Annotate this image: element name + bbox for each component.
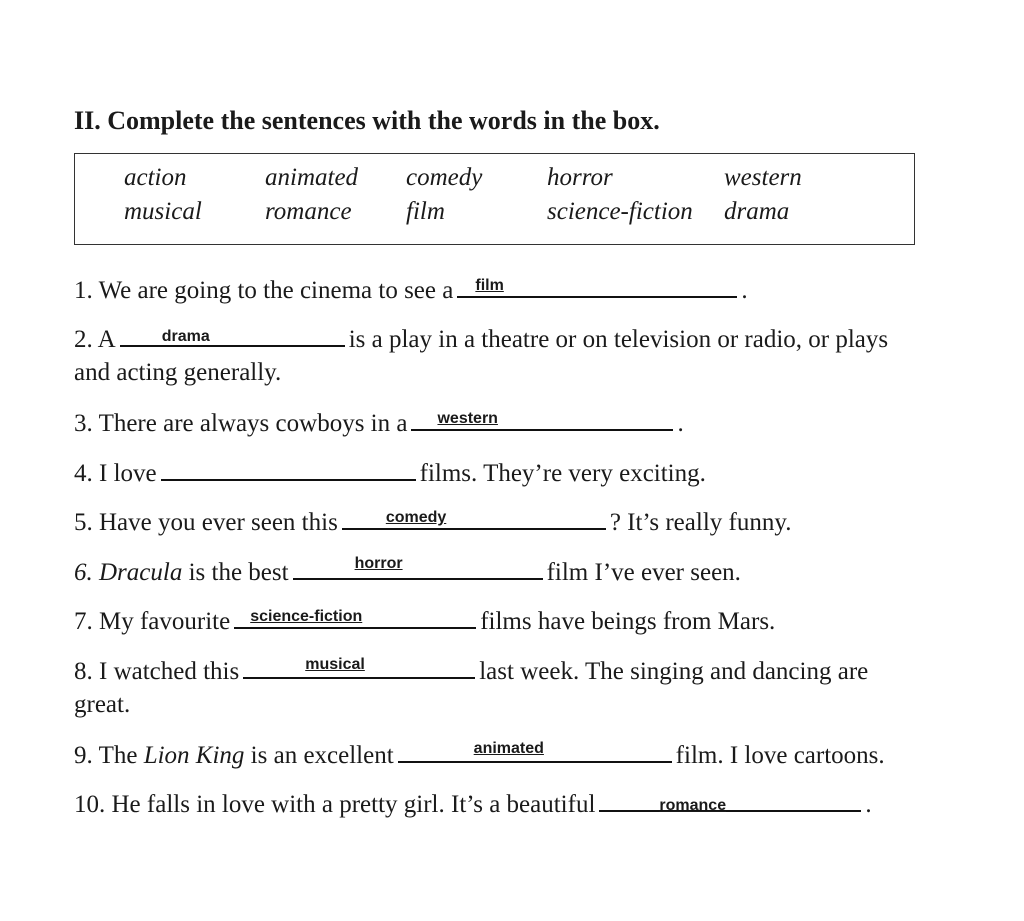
sentence-5: 5. Have you ever seen this comedy ? It’s really funny. xyxy=(74,509,792,536)
sentence-10: 10. He falls in love with a pretty girl. It’s a beautiful romance . xyxy=(74,791,872,818)
sentence-2: 2. A drama is a play in a theatre or on television or radio, or plays xyxy=(74,326,889,353)
sentence-9: 9. The Lion King is an excellent animated film. I love cartoons. xyxy=(74,740,885,769)
word-box xyxy=(74,153,915,245)
answer-blank-2[interactable] xyxy=(120,325,345,347)
answer-text: comedy xyxy=(385,509,447,526)
sentence-2-continuation: and acting generally. xyxy=(74,359,282,386)
film-title: Lion King xyxy=(143,742,245,769)
film-title: Dracula xyxy=(99,559,183,586)
sentence-3: 3. There are always cowboys in a western . xyxy=(74,410,684,437)
word-box-item: horror xyxy=(547,164,613,191)
answer-text: science-fiction xyxy=(250,608,363,625)
answer-text: musical xyxy=(305,656,365,673)
word-box-item: drama xyxy=(724,198,790,225)
word-box-item: film xyxy=(406,198,445,225)
sentence-8: 8. I watched this musical last week. The singing and dancing are xyxy=(74,656,869,685)
sentence-7: 7. My favourite science-fiction films have beings from Mars. xyxy=(74,608,776,635)
answer-blank-1[interactable] xyxy=(457,276,737,298)
exercise-title: II. Complete the sentences with the words in the box. xyxy=(74,106,660,135)
answer-blank-3[interactable] xyxy=(411,409,673,431)
sentence-1: 1. We are going to the cinema to see a film . xyxy=(74,277,748,304)
sentence-8-continuation: great. xyxy=(74,691,131,718)
answer-blank-9[interactable] xyxy=(398,741,672,763)
word-box-item: romance xyxy=(265,198,352,225)
word-box-item: musical xyxy=(124,198,202,225)
answer-text: horror xyxy=(354,555,403,572)
answer-text: drama xyxy=(161,328,210,345)
word-box-item: action xyxy=(124,164,187,191)
answer-text: animated xyxy=(473,740,544,757)
word-box-item: science-fiction xyxy=(547,198,693,225)
answer-blank-5[interactable] xyxy=(342,508,606,530)
word-box-item: western xyxy=(724,164,802,191)
answer-text: western xyxy=(437,410,498,427)
answer-blank-7[interactable] xyxy=(234,607,476,629)
answer-blank-4[interactable] xyxy=(161,459,416,481)
answer-blank-8[interactable] xyxy=(243,657,475,679)
answer-text: romance xyxy=(659,797,727,814)
word-box-item: animated xyxy=(265,164,359,191)
word-box-item: comedy xyxy=(406,164,483,191)
answer-blank-10[interactable] xyxy=(599,790,861,812)
answer-text: film xyxy=(475,277,504,294)
answer-blank-6[interactable] xyxy=(293,555,543,580)
sentence-4: 4. I love films. They’re very exciting. xyxy=(74,460,706,487)
sentence-6: 6. Dracula is the best horror film I’ve ever seen. xyxy=(74,555,741,586)
